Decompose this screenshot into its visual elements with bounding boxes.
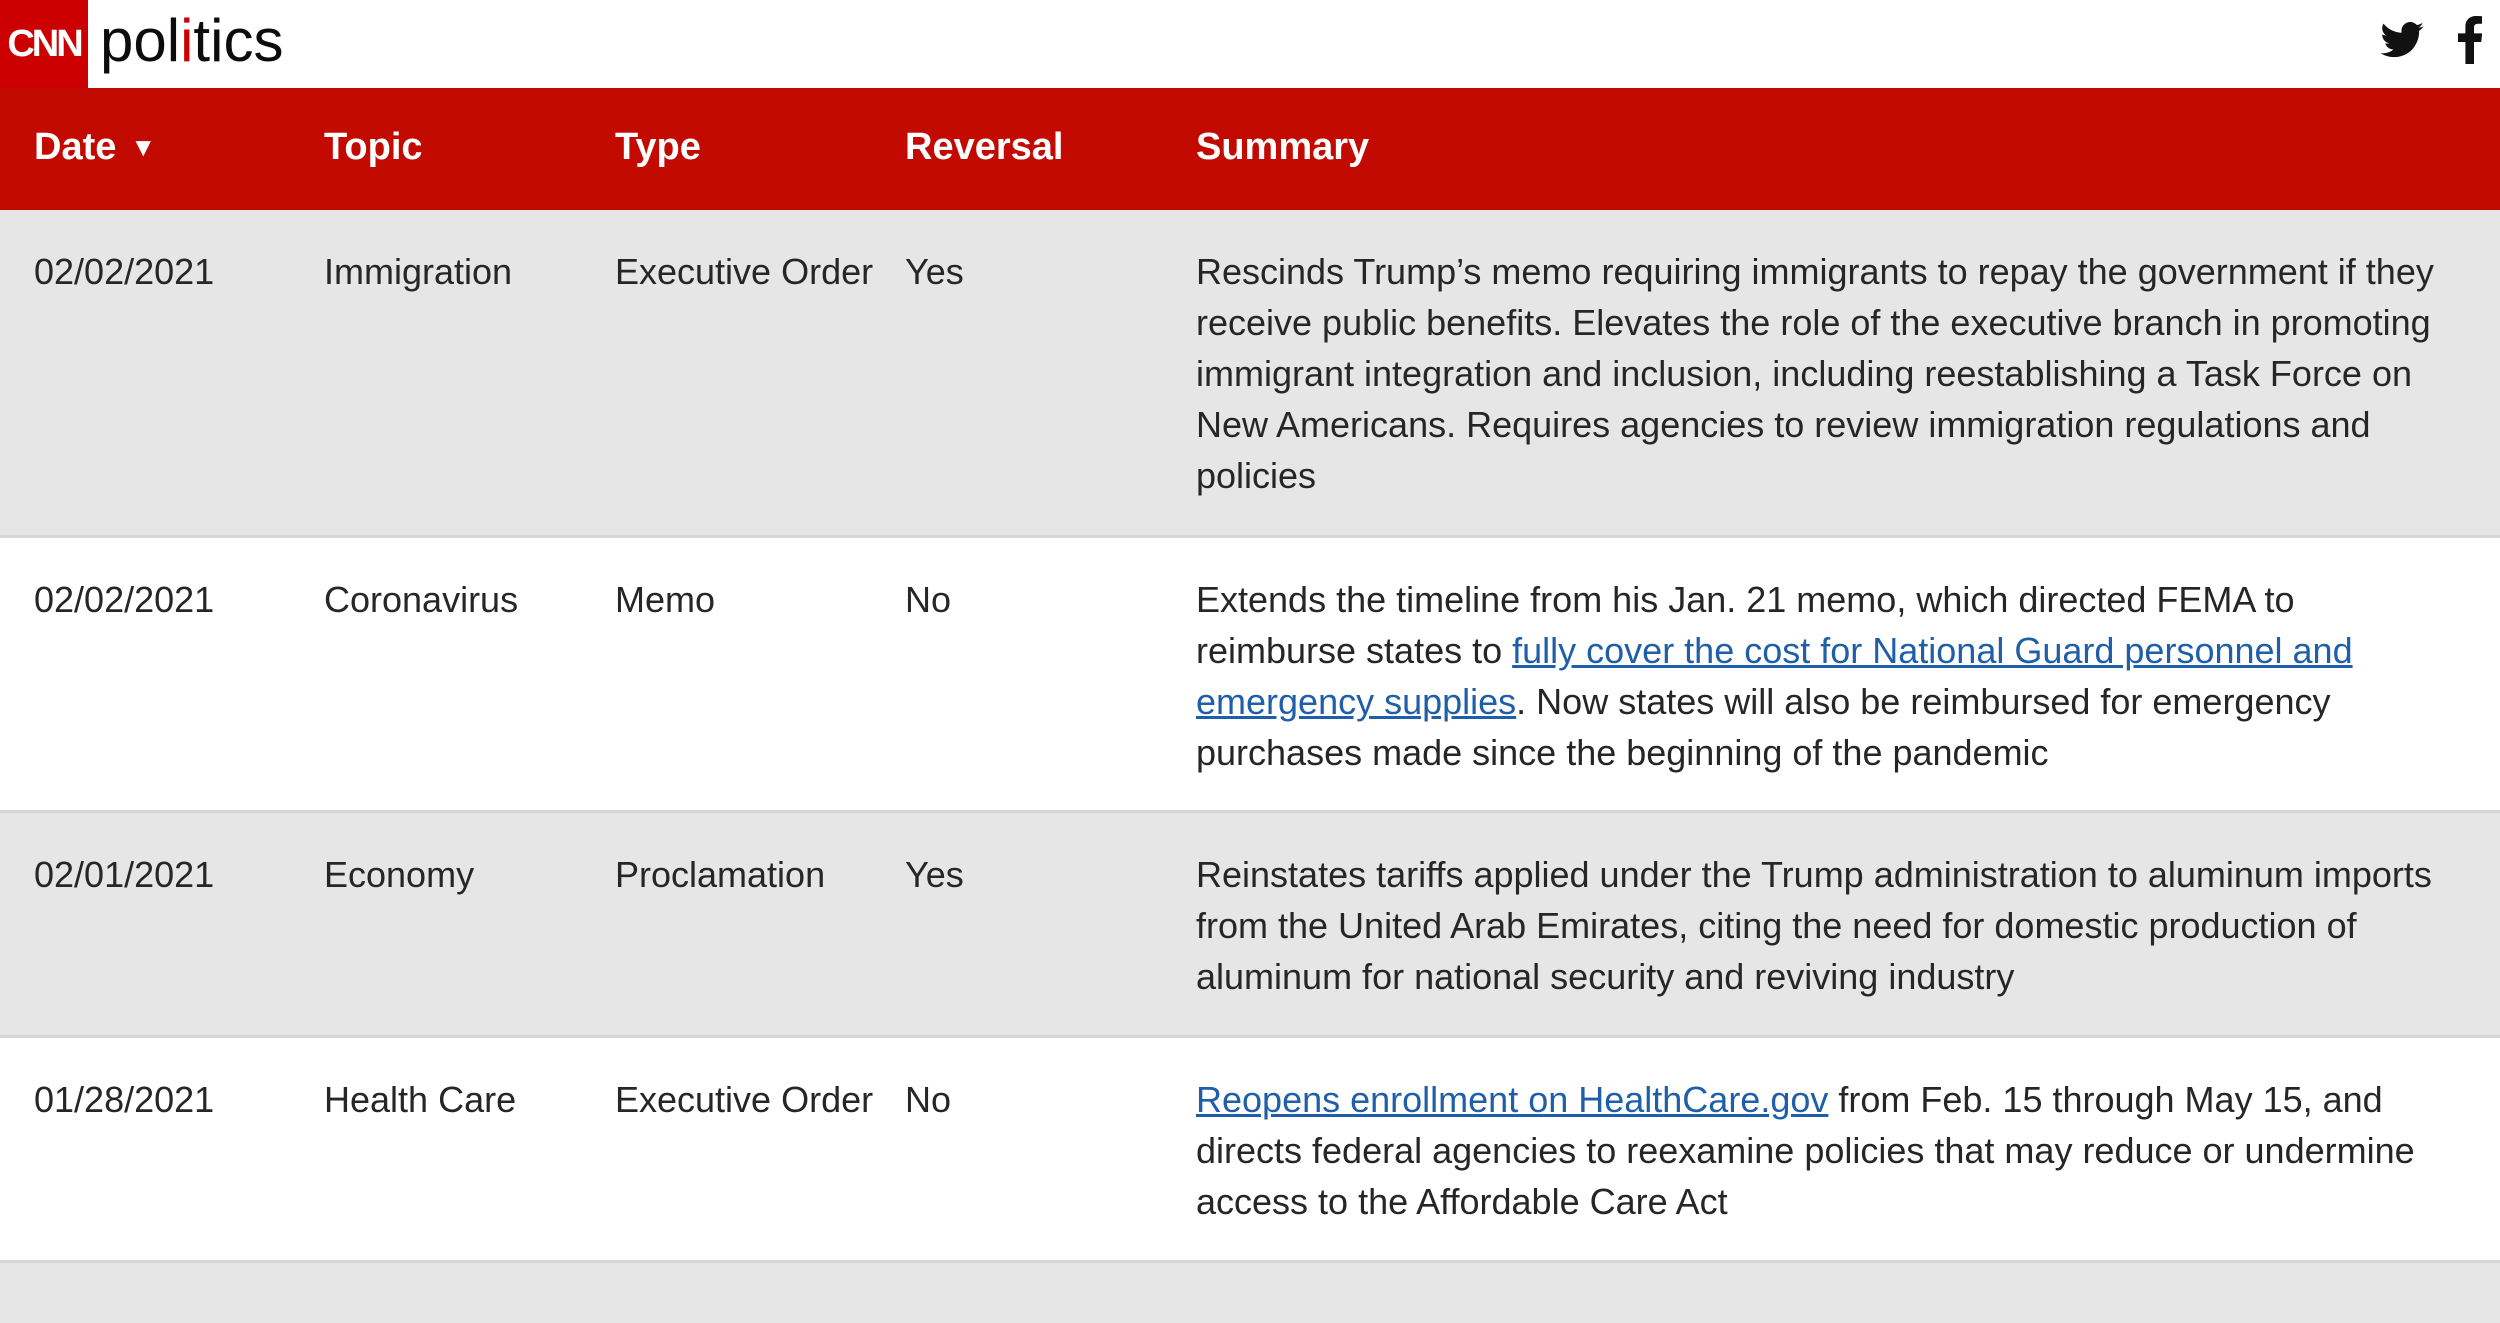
section-title[interactable]: politics	[100, 7, 284, 74]
row-reversal: No	[905, 1079, 952, 1120]
cnn-logo-text: CNN	[7, 22, 81, 65]
column-header-date[interactable]: Date ▼	[34, 126, 157, 168]
row-summary: Rescinds Trump’s memo requiring immigrants to repay the government if they receive public benefits. Elevates the role of the executive branch in promoting immigrant integration and inclusion, including reestablishing a Task Force on New Americans. Requires agencies to review immigration regulations and policies	[1196, 251, 2434, 496]
row-summary: Reinstates tariffs applied under the Trump administration to aluminum imports from the United Arab Emirates, citing the need for domestic production of aluminum for national security and reviving industry	[1196, 854, 2432, 997]
row-date: 02/02/2021	[34, 251, 215, 292]
column-header-summary[interactable]: Summary	[1196, 126, 1370, 168]
row-reversal: No	[905, 579, 952, 620]
row-topic: Immigration	[324, 251, 513, 292]
row-reversal: Yes	[905, 251, 964, 292]
row-type: Memo	[615, 579, 716, 620]
summary-link-healthcare-gov[interactable]: Reopens enrollment on HealthCare.gov	[1196, 1079, 1829, 1120]
row-type: Proclamation	[615, 854, 826, 895]
row-date: 02/01/2021	[34, 854, 215, 895]
row-summary: Extends the timeline from his Jan. 21 memo, which directed FEMA to reimburse states to fully cover the cost for National Guard personnel and emergency supplies. Now states will also be reimbursed for emergency purchases made since the beginning of the pandemic	[1196, 579, 2353, 773]
row-type: Executive Order	[615, 251, 874, 292]
row-date: 01/28/2021	[34, 1079, 215, 1120]
twitter-icon[interactable]	[2380, 22, 2424, 58]
table-row	[0, 813, 2500, 1038]
row-topic: Coronavirus	[324, 579, 519, 620]
table-header	[0, 88, 2500, 210]
sort-descending-icon[interactable]: ▼	[130, 132, 157, 162]
social-links	[2380, 16, 2482, 64]
top-bar	[0, 0, 2500, 88]
table-row	[0, 1038, 2500, 1263]
row-topic: Economy	[324, 854, 475, 895]
table-row	[0, 210, 2500, 538]
row-summary: Reopens enrollment on HealthCare.gov from Feb. 15 through May 15, and directs federal agencies to reexamine policies that may reduce or undermine access to the Affordable Care Act	[1196, 1079, 2415, 1222]
summary-link-national-guard[interactable]: fully cover the cost for National Guard personnel and emergency supplies	[1196, 630, 2353, 722]
column-header-topic[interactable]: Topic	[324, 126, 423, 168]
row-topic: Health Care	[324, 1079, 517, 1120]
column-header-type[interactable]: Type	[615, 126, 701, 168]
row-type: Executive Order	[615, 1079, 874, 1120]
row-reversal: Yes	[905, 854, 964, 895]
column-header-reversal[interactable]: Reversal	[905, 126, 1064, 168]
facebook-icon[interactable]	[2458, 16, 2482, 64]
cnn-logo[interactable]	[0, 0, 88, 88]
table-row	[0, 1263, 2500, 1323]
actions-table	[0, 88, 2500, 1323]
table-row	[0, 538, 2500, 813]
row-date: 02/02/2021	[34, 579, 215, 620]
